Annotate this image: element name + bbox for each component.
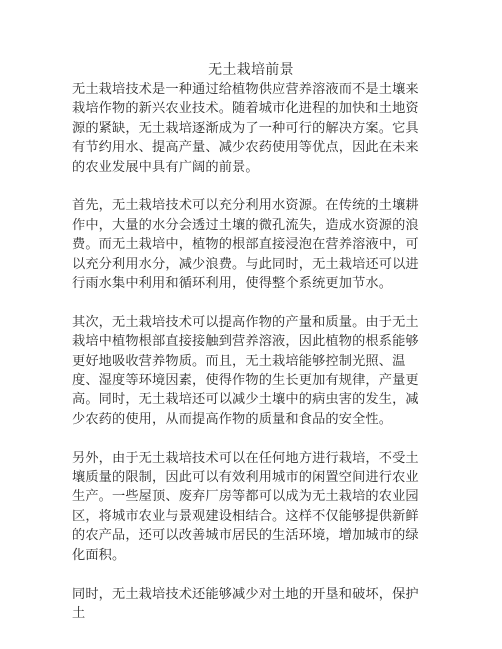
paragraph-water: 首先，无土栽培技术可以充分利用水资源。在传统的土壤耕作中，大量的水分会透过土壤的微孔流失，造成水资源的浪费。而无土栽培中，植物的根部直接浸泡在营养溶液中，可以充分利用水分，减少浪费。与此同时，无土栽培还可以进行雨水集中利用和循环利用，使得整个系统更加节水。 [72, 198, 419, 292]
paragraph-land: 同时，无土栽培技术还能够减少对土地的开垦和破坏，保护土 [72, 586, 419, 621]
document-title: 无土栽培前景 [208, 62, 294, 78]
document-body [72, 80, 432, 643]
paragraph-yield: 其次，无土栽培技术可以提高作物的产量和质量。由于无土栽培中植物根部直接接触到营养溶液，因此植物的根系能够更好地吸收营养物质。而且，无土栽培能够控制光照、温度、湿度等环境因素，使得作物的生长更加有规律，产量更高。同时，无土栽培还可以减少土壤中的病虫害的发生，减少农药的使用，从而提高作物的质量和食品的安全性。 [72, 314, 419, 427]
paragraph-intro: 无土栽培技术是一种通过给植物供应营养溶液而不是土壤来栽培作物的新兴农业技术。随着城市化进程的加快和土地资源的紧缺，无土栽培逐渐成为了一种可行的解决方案。它具有节约用水、提高产量、减少农药使用等优点，因此在未来的农业发展中具有广阔的前景。 [72, 82, 419, 175]
paragraph-urban: 另外，由于无土栽培技术可以在任何地方进行栽培，不受土壤质量的限制，因此可以有效利用城市的闲置空间进行农业生产。一些屋顶、废弃厂房等都可以成为无土栽培的农业园区，将城市农业与景观建设相结合。这样不仅能够提供新鲜的农产品，还可以改善城市居民的生活环境，增加城市的绿化面积。 [72, 450, 419, 563]
